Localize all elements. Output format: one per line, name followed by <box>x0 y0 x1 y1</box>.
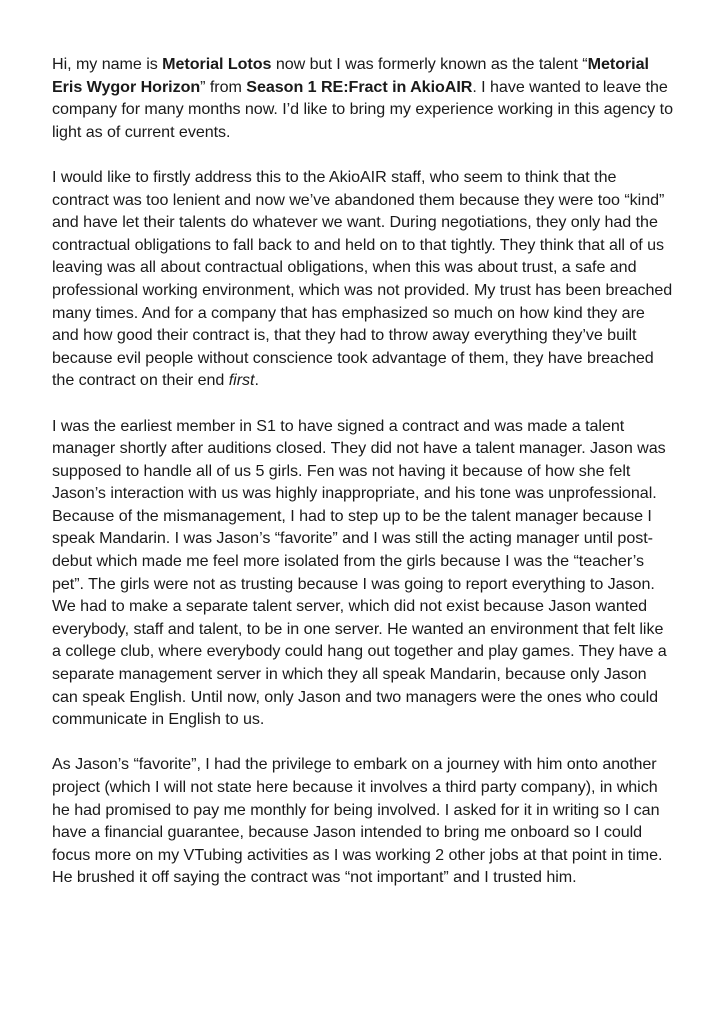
paragraph-address-to-staff <box>52 166 674 392</box>
document-body <box>52 53 674 889</box>
intro-text: ” from <box>200 77 247 96</box>
emphasis-first: first <box>228 371 255 390</box>
paragraph-text: As Jason’s “favorite”, I had the privilege to embark on a journey with him onto another project (which I will not state here because it involves a third party company), in which he had promised to pay me monthly for being involved. I asked for it in writing so I can have a financial guarantee, because Jason intended to bring me onboard so I could focus more on my VTubing activities as I was working 2 other jobs at that point in time. He brushed it off saying the contract was “not important” and I trusted him. <box>52 755 663 887</box>
season-group-name: Season 1 RE:Fract in AkioAIR <box>246 77 473 96</box>
intro-text: now but I was formerly known as the talent “ <box>271 55 588 73</box>
former-talent-name: Metorial Eris Wygor Horizon <box>52 55 649 96</box>
paragraph-other-project <box>52 753 674 889</box>
intro-text: . I have wanted to leave the company for many months now. I’d like to bring my experience working in this agency to light as of current events. <box>52 77 673 141</box>
paragraph-introduction <box>52 53 674 143</box>
paragraph-talent-manager <box>52 415 674 731</box>
intro-text: Hi, my name is <box>52 55 163 73</box>
paragraph-text: . <box>254 371 259 390</box>
paragraph-text: I would like to firstly address this to the AkioAIR staff, who seem to think that the contract was too lenient and now we’ve abandoned them because they were too “kind” and have let their talents do whatever we want. During negotiations, they only had the contractual obligations to fall back to and held on to that tightly. They think that all of us leaving was all about contractual obligations, when this was about trust, a safe and professional working environment, which was not provided. My trust has been breached many times. And for a company that has emphasized so much on how kind they are and how good their contract is, that they had to throw away everything they’ve built because evil people without conscience took advantage of them, they have breached the contract on their end <box>52 167 673 390</box>
paragraph-text: I was the earliest member in S1 to have signed a contract and was made a talent manager shortly after auditions closed. They did not have a talent manager. Jason was supposed to handle all of us 5 girls. Fen was not having it because of how she felt Jason’s interaction with us was highly inappropriate, and his tone was unprofessional. Because of the mismanagement, I had to step up to be the talent manager because I speak Mandarin. I was Jason’s “favorite” and I was still the acting manager until post-debut which made me feel more isolated from the girls because I was the “teacher’s pet”. The girls were not as trusting because I was going to report everything to Jason. We had to make a separate talent server, which did not exist because Jason wanted everybody, staff and talent, to be in one server. He wanted an environment that felt like a college club, where everybody could hang out together and play games. They have a separate management server in which they all speak Mandarin, because only Jason can speak English. Until now, only Jason and two managers were the ones who could communicate in English to us. <box>52 416 667 729</box>
current-name: Metorial Lotos <box>162 55 272 73</box>
